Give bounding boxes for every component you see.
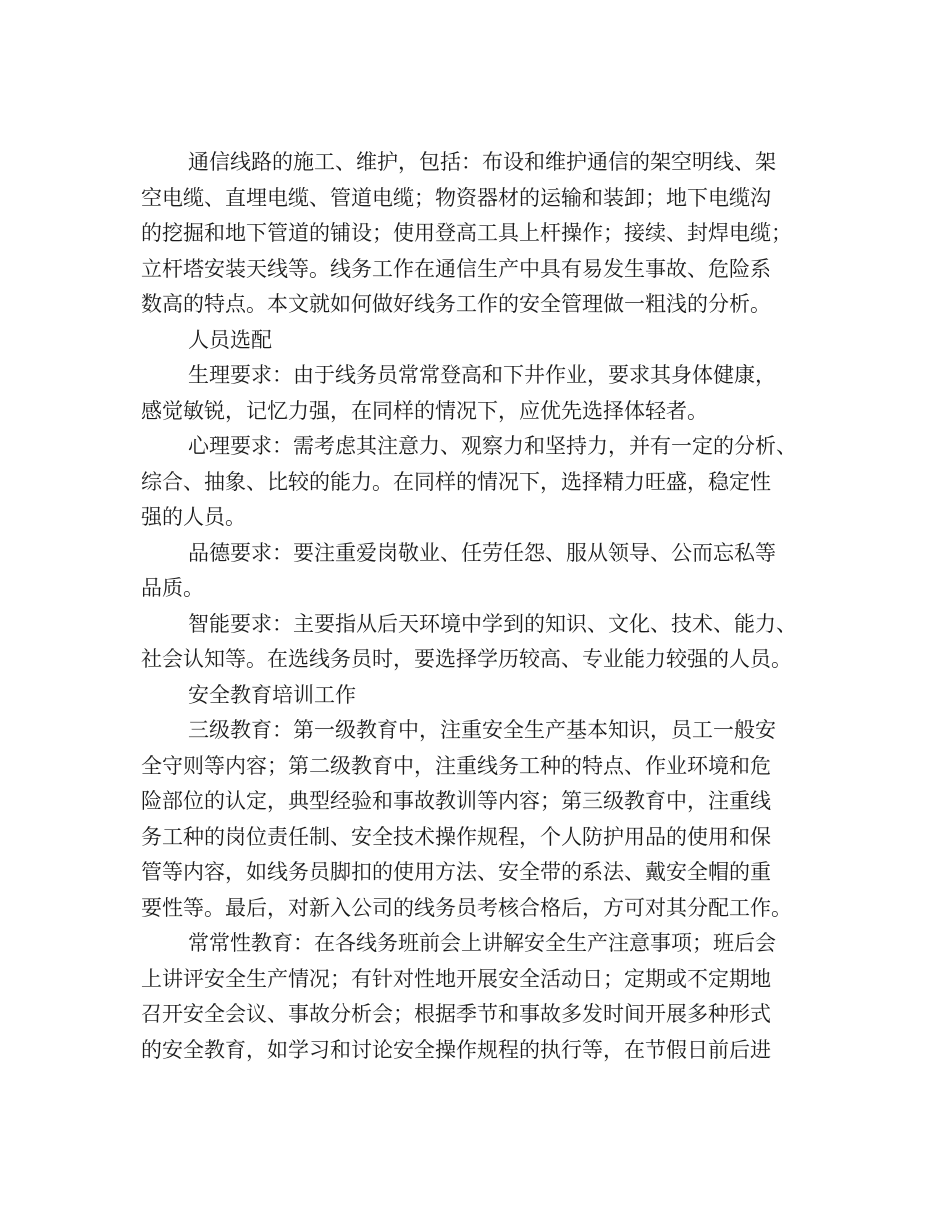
text-line: 务工种的岗位责任制、安全技术操作规程，个人防护用品的使用和保 bbox=[141, 824, 771, 849]
text-line: 品质。 bbox=[141, 576, 204, 600]
text-line: 险部位的认定，典型经验和事故教训等内容；第三级教育中，注重线 bbox=[141, 789, 771, 813]
text-line: 管等内容，如线务员脚扣的使用方法、安全带的系法、戴安全帽的重 bbox=[141, 860, 771, 884]
text-line: 空电缆、直埋电缆、管道电缆；物资器材的运输和装卸；地下电缆沟 bbox=[141, 185, 771, 210]
text-line: 的安全教育，如学习和讨论安全操作规程的执行等，在节假日前后进 bbox=[141, 1037, 771, 1062]
text-line: 强的人员。 bbox=[141, 505, 246, 529]
text-line: 的挖掘和地下管道的铺设；使用登高工具上杆操作；接续、封焊电缆； bbox=[141, 221, 792, 245]
text-line: 社会认知等。在选线务员时，要选择学历较高、专业能力较强的人员。 bbox=[141, 647, 792, 671]
text-line: 生理要求：由于线务员常常登高和下井作业，要求其身体健康， bbox=[188, 363, 776, 387]
text-line: 立杆塔安装天线等。线务工作在通信生产中具有易发生事故、危险系 bbox=[141, 256, 771, 281]
text-line: 上讲评安全生产情况；有针对性地开展安全活动日；定期或不定期地 bbox=[141, 966, 771, 991]
text-line: 感觉敏锐，记忆力强，在同样的情况下，应优先选择体轻者。 bbox=[141, 398, 708, 423]
section-heading-personnel: 人员选配 bbox=[188, 327, 272, 352]
text-line: 常常性教育：在各线务班前会上讲解安全生产注意事项；班后会 bbox=[188, 931, 776, 955]
text-line: 综合、抽象、比较的能力。在同样的情况下，选择精力旺盛，稳定性 bbox=[141, 469, 771, 494]
text-line: 全守则等内容；第二级教育中，注重线务工种的特点、作业环境和危 bbox=[141, 753, 771, 778]
section-heading-safety-training: 安全教育培训工作 bbox=[188, 682, 356, 707]
text-line: 品德要求：要注重爱岗敬业、任劳任怨、服从领导、公而忘私等 bbox=[188, 540, 776, 565]
text-line: 智能要求：主要指从后天环境中学到的知识、文化、技术、能力、 bbox=[188, 611, 797, 636]
text-line: 心理要求：需考虑其注意力、观察力和坚持力，并有一定的分析、 bbox=[188, 434, 797, 458]
text-line: 通信线路的施工、维护，包括：布设和维护通信的架空明线、架 bbox=[188, 150, 776, 174]
text-line: 三级教育：第一级教育中，注重安全生产基本知识，员工一般安 bbox=[188, 718, 776, 742]
text-line: 召开安全会议、事故分析会；根据季节和事故多发时间开展多种形式 bbox=[141, 1002, 771, 1026]
document-body bbox=[141, 145, 806, 1068]
text-line: 数高的特点。本文就如何做好线务工作的安全管理做一粗浅的分析。 bbox=[141, 292, 771, 316]
text-line: 要性等。最后，对新入公司的线务员考核合格后，方可对其分配工作。 bbox=[141, 895, 792, 920]
